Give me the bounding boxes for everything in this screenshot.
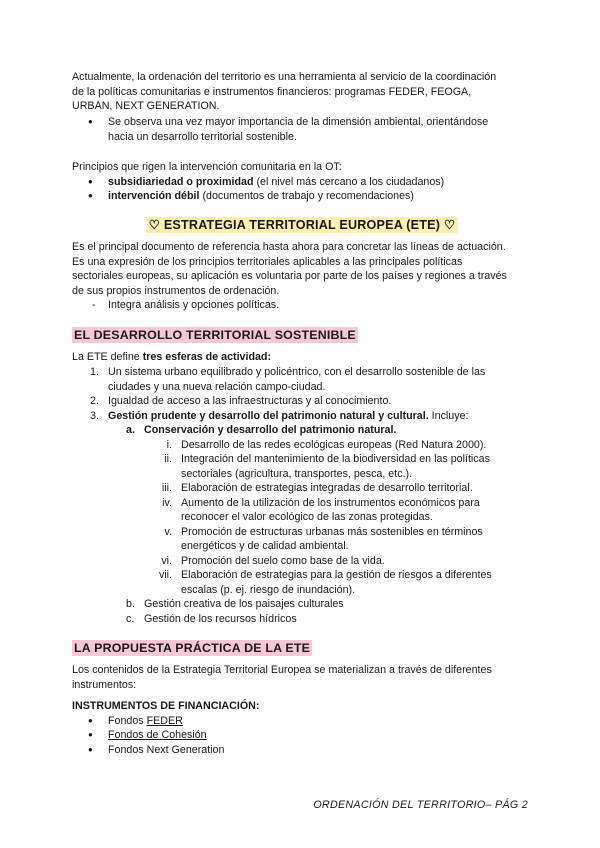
principle-rest: (documentos de trabajo y recomendaciones) (199, 190, 414, 202)
intro-bullet-line-1: Se observa una vez mayor importancia de la dimensión ambiental, orientándose (108, 116, 489, 128)
desarrollo-title: EL DESARROLLO TERRITORIAL SOSTENIBLE (74, 328, 356, 342)
sub-b-text: Gestión creativa de los paisajes culturales (144, 598, 344, 610)
list-item (72, 743, 532, 758)
desarrollo-list (72, 365, 532, 626)
intro-bullet-line-2: hacia un desarrollo territorial sostenible. (108, 130, 297, 143)
list-item (72, 189, 532, 204)
intro-line-1: Actualmente, la ordenación del territorio es una herramienta al servicio de la coordinación (72, 71, 497, 83)
roman-line: sectoriales (agricultura, transportes, pesca, etc.). (181, 467, 413, 480)
intro-line-3: URBAN, NEXT GENERATION. (72, 100, 220, 112)
roman-item (72, 438, 532, 453)
roman-item (72, 452, 532, 481)
sub-letter: b. (126, 598, 135, 610)
sub-letter: a. (126, 424, 135, 436)
propuesta-title: LA PROPUESTA PRÁCTICA DE LA ETE (74, 641, 311, 655)
list-item (72, 298, 532, 313)
roman-item (72, 525, 532, 554)
fondo-next-gen: Fondos Next Generation (108, 743, 225, 756)
roman-item (72, 481, 532, 496)
bullet-icon: ● (88, 730, 93, 739)
roman-line: escalas (p. ej. riesgo de inundación). (181, 583, 356, 596)
ete-p2-line-2: sectoriales europeas, su aplicación es voluntaria por parte de los países y regiones a través (72, 270, 507, 282)
roman-number: vii. (158, 569, 172, 581)
list-item (72, 175, 532, 190)
ete-title-wrap (72, 218, 532, 234)
bullet-icon: ● (88, 715, 93, 725)
dash-icon: - (92, 299, 96, 311)
ete-p2-line-3: de sus propios instrumentos de ordenación. (72, 284, 280, 297)
principles-heading: Principios que rigen la intervención comunitaria en la OT: (72, 161, 342, 173)
cohesion-link[interactable]: Fondos de Cohesión (108, 729, 207, 741)
roman-number: vi. (161, 554, 172, 567)
fondo-prefix: Fondos (108, 714, 147, 727)
desarrollo-intro-bold: tres esferas de actividad: (142, 351, 272, 363)
desarrollo-title-wrap (72, 328, 532, 344)
item-rest: Incluye: (428, 409, 469, 422)
financiacion-heading: INSTRUMENTOS DE FINANCIACIÓN: (72, 700, 260, 712)
feder-link[interactable]: FEDER (146, 714, 183, 727)
bullet-icon: ● (88, 176, 93, 186)
list-number: 3. (90, 409, 99, 422)
roman-number: iv. (162, 496, 172, 509)
list-item (72, 409, 532, 424)
roman-line: Elaboración de estrategias para la gestión de riesgos a diferentes (181, 569, 492, 581)
list-item (72, 365, 532, 394)
roman-line: Promoción de estructuras urbanas más sostenibles en términos (181, 525, 483, 538)
roman-line: Aumento de la utilización de los instrumentos económicos para (181, 496, 480, 509)
financiacion-section (72, 699, 532, 757)
ete-paragraph (72, 240, 532, 313)
sub-item-c (72, 612, 532, 627)
roman-line: reconocer el valor ecológico de las zonas protegidas. (181, 511, 433, 523)
sub-c-text: Gestión de los recursos hídricos (144, 612, 297, 625)
ete-p2-line-1: Es una expresión de los principios territoriales aplicables a las principales políticas (72, 255, 463, 268)
list-item (72, 714, 532, 729)
roman-number: iii. (161, 482, 172, 494)
roman-line: Integración del mantenimiento de la biodiversidad en las políticas (181, 453, 490, 465)
propuesta-line-1: Los contenidos de la Estrategia Territorial Europea se materializan a través de diferentes (72, 664, 492, 676)
roman-line: Elaboración de estrategias integradas de desarrollo territorial. (181, 482, 473, 494)
ete-dash-item: Integra análisis y opciones políticas. (108, 299, 280, 311)
principle-bold: subsidiariedad o proximidad (108, 175, 254, 188)
roman-line: energéticos y de calidad ambiental. (181, 540, 349, 552)
list-number: 2. (90, 395, 99, 407)
roman-item (72, 554, 532, 569)
sub-item-a (72, 423, 532, 438)
list-item (72, 394, 532, 409)
roman-number: ii. (164, 453, 172, 465)
bullet-icon: ● (88, 117, 93, 126)
principle-bold: intervención débil (108, 190, 200, 202)
roman-number: i. (166, 438, 172, 451)
bullet-icon: ● (88, 744, 93, 754)
page-footer: ORDENACIÓN DEL TERRITORIO– PÁG 2 (313, 799, 528, 811)
desarrollo-intro (72, 350, 532, 365)
intro-bullet (72, 115, 532, 144)
list-number: 1. (90, 366, 99, 378)
bullet-icon: ● (88, 191, 93, 200)
item-line: ciudades y una nueva relación campo-ciudad. (108, 380, 326, 393)
desarrollo-intro-prefix: La ETE define (72, 351, 143, 363)
roman-item (72, 568, 532, 597)
roman-line: Desarrollo de las redes ecológicas europeas (Red Natura 2000). (181, 438, 487, 451)
list-item (72, 728, 532, 743)
item-line: Un sistema urbano equilibrado y policéntrico, con el desarrollo sostenible de las (108, 366, 486, 378)
propuesta-line-2: instrumentos: (72, 678, 137, 691)
item-line: Igualdad de acceso a las infraestructuras y al conocimiento. (108, 395, 392, 407)
ete-p1: Es el principal documento de referencia hasta ahora para concretar las líneas de actuación. (72, 241, 506, 253)
sub-item-b (72, 597, 532, 612)
principle-rest: (el nivel más cercano a los ciudadanos) (253, 175, 445, 188)
propuesta-title-wrap (72, 641, 532, 657)
roman-line: Promoción del suelo como base de la vida. (181, 554, 385, 567)
roman-item (72, 496, 532, 525)
sub-letter: c. (126, 612, 135, 625)
sub-a-text: Conservación y desarrollo del patrimonio natural. (144, 424, 397, 436)
item-bold: Gestión prudente y desarrollo del patrimonio natural y cultural. (108, 409, 429, 422)
roman-number: v. (164, 525, 172, 538)
intro-line-2: de la políticas comunitarias e instrumentos financieros: programas FEDER, FEOGA, (72, 85, 472, 98)
ete-title: ♡ ESTRATEGIA TERRITORIAL EUROPEA (ETE) ♡ (146, 217, 459, 233)
principles-section (72, 160, 532, 204)
propuesta-paragraph (72, 663, 532, 692)
intro-paragraph (72, 70, 532, 114)
